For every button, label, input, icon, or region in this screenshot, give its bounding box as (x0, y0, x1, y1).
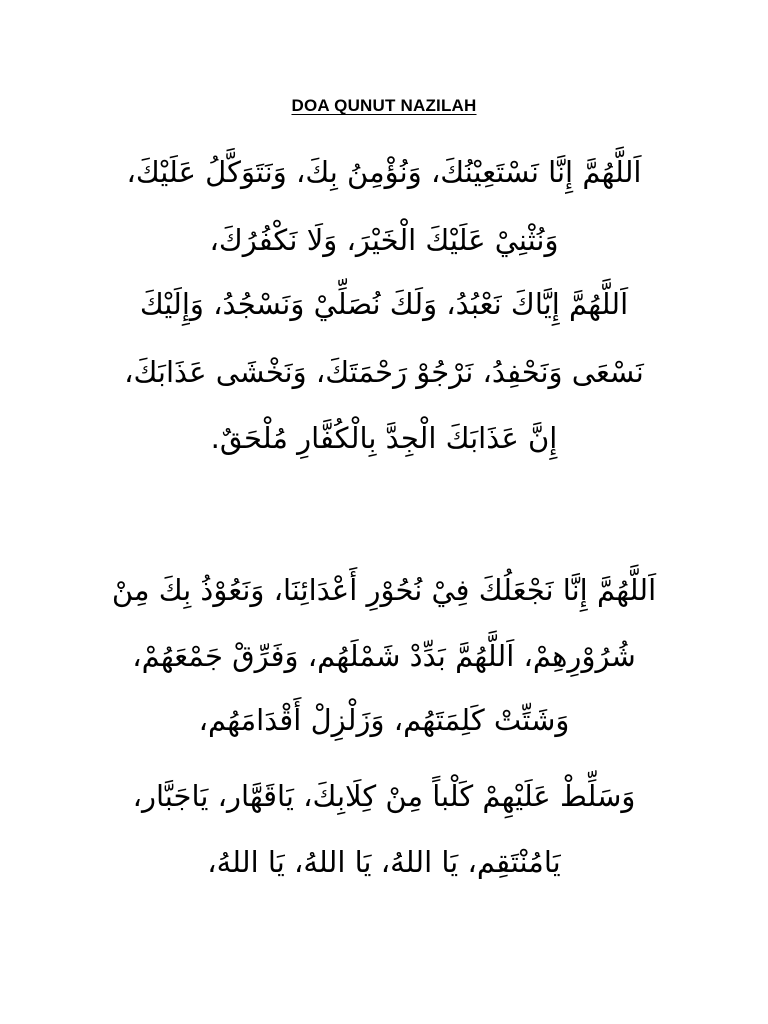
document-title-text: DOA QUNUT NAZILAH (291, 96, 477, 115)
paragraph-2-line-1: اَللَّهُمَّ إِنَّا نَجْعَلُكَ فِيْ نُحُوْرِ أَعْدَائِنَا، وَنَعُوْذُ بِكَ مِنْ (111, 573, 657, 607)
paragraph-2-line-3: وَشَتِّتْ كَلِمَتَهُم، وَزَلْزِلْ أَقْدَامَهُم، (198, 703, 570, 737)
paragraph-1-line-5: إِنَّ عَذَابَكَ الْجِدَّ بِالْكُفَّارِ مُلْحَقٌ. (210, 421, 558, 455)
paragraph-2-line-5: يَامُنْتَقِم، يَا اللهُ، يَا اللهُ، يَا اللهُ، (207, 845, 561, 879)
document-title (0, 96, 768, 116)
paragraph-1-line-3: اَللَّهُمَّ إِيَّاكَ نَعْبُدُ، وَلَكَ نُصَلِّيْ وَنَسْجُدُ، وَإِلَيْكَ (139, 287, 629, 321)
paragraph-1-line-4: نَسْعَى وَنَحْفِدُ، نَرْجُوْ رَحْمَتَكَ، وَنَخْشَى عَذَابَكَ، (124, 355, 644, 389)
paragraph-2-line-4: وَسَلِّطْ عَلَيْهِمْ كَلْباً مِنْ كِلَابِكَ، يَاقَهَّار، يَاجَبَّار، (132, 779, 636, 813)
paragraph-1-line-2: وَنُثْنِيْ عَلَيْكَ الْخَيْرَ، وَلَا نَكْفُرُكَ، (209, 223, 559, 257)
paragraph-1-line-1: اَللَّهُمَّ إِنَّا نَسْتَعِيْنُكَ، وَنُؤْمِنُ بِكَ، وَنَتَوَكَّلُ عَلَيْكَ، (126, 155, 642, 189)
paragraph-2-line-2: شُرُوْرِهِمْ، اَللَّهُمَّ بَدِّدْ شَمْلَهُم، وَفَرِّقْ جَمْعَهُمْ، (132, 639, 636, 673)
